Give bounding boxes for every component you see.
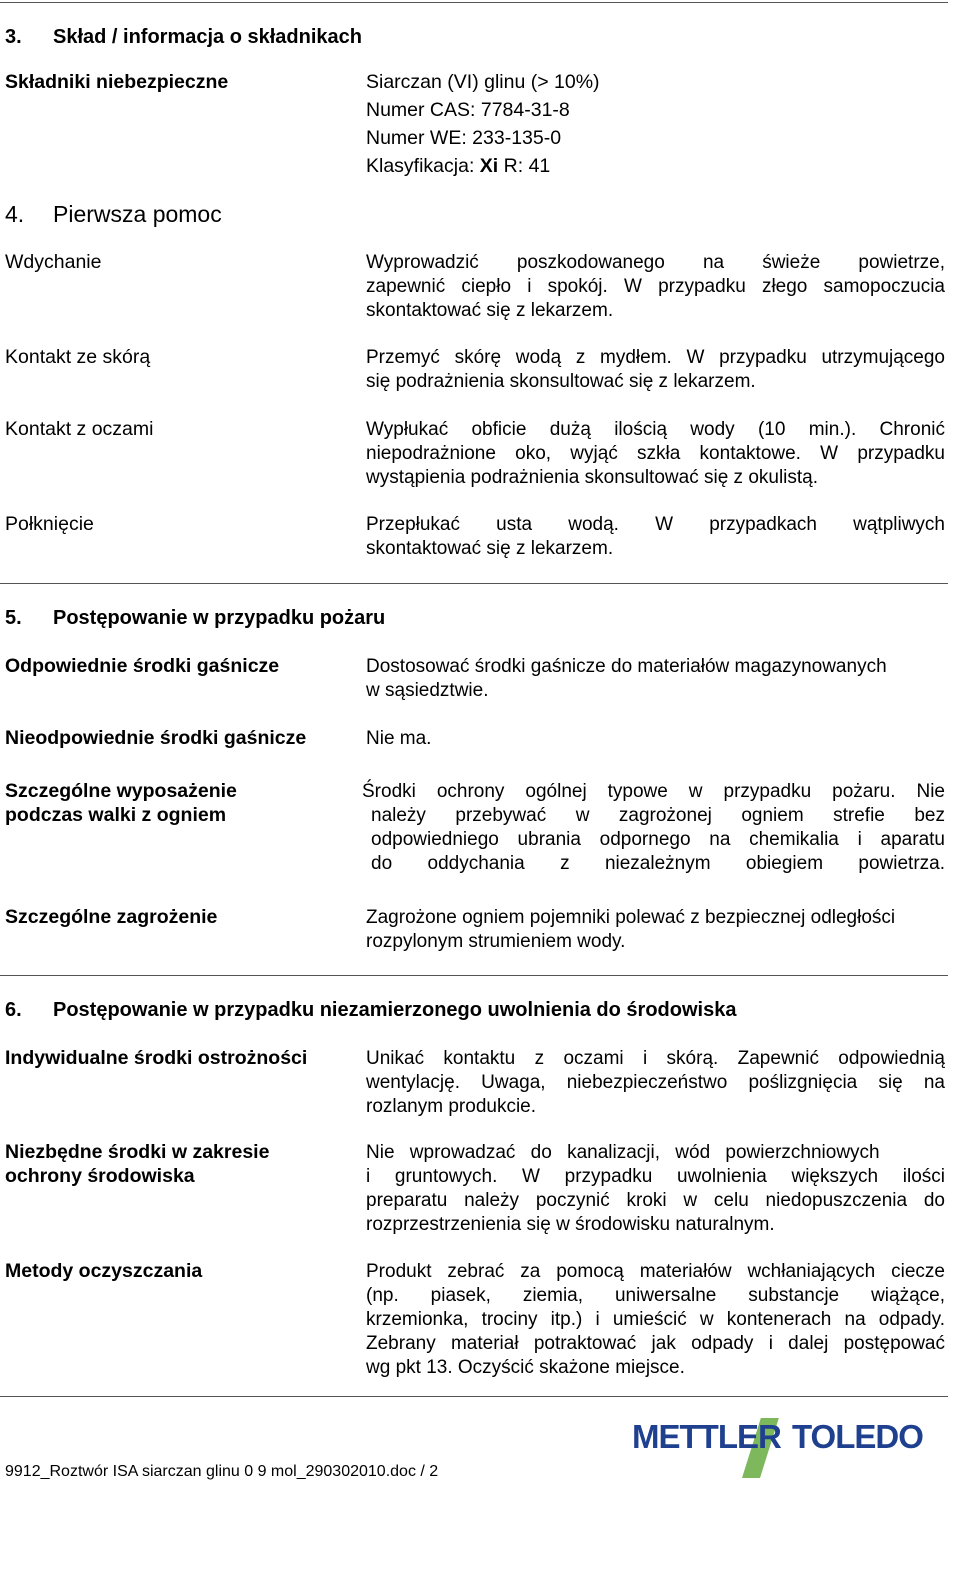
text-line: do oddychania z niezależnym obiegiem powietrza. [371,853,945,874]
fire-label-equipment-2: podczas walki z ogniem [5,804,227,826]
text-line: skontaktować się z lekarzem. [366,300,614,321]
text-line: należy przebywać w zagrożonej ogniem strefie bez [371,805,945,826]
release-label-environment-2: ochrony środowiska [5,1165,195,1187]
fire-text-equipment [362,780,945,876]
text-line: Wypłukać obficie dużą ilością wody (10 min.). Chronić [366,419,945,440]
section-4-heading [5,201,222,228]
cas-number: Numer CAS: 7784-31-8 [366,99,570,121]
text-line: wentylację. Uwaga, niebezpieczeństwo poślizgnięcia się na [366,1072,945,1093]
substance-name: Siarczan (VI) glinu (> 10%) [366,71,600,93]
text-line: Środki ochrony ogólnej typowe w przypadku pożaru. Nie [362,781,945,802]
text-line: wystąpienia podrażnienia skonsultować się z okulistą. [366,467,819,488]
section-number: 3. [5,26,22,48]
text-line: się podrażnienia skonsultować się z lekarzem. [366,371,756,392]
we-number: Numer WE: 233-135-0 [366,127,562,149]
first-aid-text-skin [366,346,945,394]
text-line: Dostosować środki gaśnicze do materiałów magazynowanych [366,656,887,677]
text-line: Przepłukać usta wodą. W przypadkach wątpliwych [366,514,945,535]
text-line: Wyprowadzić poszkodowanego na świeże powietrze, [366,252,945,273]
section-3-heading [5,26,362,49]
fire-text-unsuitable [366,727,945,751]
release-text-cleanup [366,1260,945,1380]
section-number: 6. [5,999,22,1021]
text-line: niepodrażnione oko, wyjąć szkła kontaktowe. W przypadku [366,443,945,464]
release-label-environment-1: Niezbędne środki w zakresie [5,1141,270,1163]
top-divider [0,2,948,3]
footer-divider [0,1396,948,1397]
fire-label-hazard: Szczególne zagrożenie [5,906,218,928]
classification-prefix: Klasyfikacja: [366,155,480,177]
text-line: Unikać kontaktu z oczami i skórą. Zapewnić odpowiednią [366,1048,945,1069]
text-line: rozlanym produkcie. [366,1096,537,1117]
text-line: rozpylonym strumieniem wody. [366,931,626,952]
section-number: 4. [5,201,25,227]
release-text-precautions [366,1047,945,1119]
first-aid-text-inhalation [366,251,945,323]
fire-label-equipment-1: Szczególne wyposażenie [5,780,237,802]
hazardous-ingredients-label: Składniki niebezpieczne [5,71,229,93]
mettler-toledo-logo [632,1418,923,1474]
release-label-precautions: Indywidualne środki ostrożności [5,1047,308,1069]
text-line: krzemionka, trociny itp.) i umieścić w kontenerach na odpady. [366,1309,945,1330]
first-aid-label-eyes: Kontakt z oczami [5,418,154,440]
section-divider [0,975,948,976]
section-5-heading [5,607,385,630]
text-line: zapewnić ciepło i spokój. W przypadku złego samopoczucia [366,276,945,297]
classification [366,155,550,178]
section-number: 5. [5,607,22,629]
section-title: Pierwsza pomoc [53,201,222,227]
first-aid-label-ingestion: Połknięcie [5,513,94,535]
first-aid-label-inhalation: Wdychanie [5,251,102,273]
release-label-cleanup: Metody oczyszczania [5,1260,203,1282]
logo-word-left: METTLER [632,1418,781,1455]
fire-text-hazard [366,906,945,954]
section-title: Skład / informacja o składnikach [53,26,363,48]
fire-label-suitable: Odpowiednie środki gaśnicze [5,655,280,677]
fire-label-unsuitable: Nieodpowiednie środki gaśnicze [5,727,307,749]
fire-text-suitable [366,655,945,703]
text-line: Zebrany materiał potraktować jak odpady i dalej postępować [366,1333,945,1354]
classification-suffix: R: 41 [498,155,551,177]
first-aid-text-ingestion [366,513,945,561]
first-aid-label-skin: Kontakt ze skórą [5,346,151,368]
text-line: Nie ma. [366,728,432,749]
section-divider [0,583,948,584]
text-line: w sąsiedztwie. [366,680,489,701]
section-title: Postępowanie w przypadku niezamierzonego uwolnienia do środowiska [53,999,737,1021]
logo-word-right: TOLEDO [792,1418,923,1455]
text-line: Produkt zebrać za pomocą materiałów wchłaniających ciecze [366,1261,945,1282]
text-line: Nie wprowadzać do kanalizacji, wód powierzchniowych [366,1142,880,1163]
text-line: (np. piasek, ziemia, uniwersalne substancje wiążące, [366,1285,945,1306]
text-line: odpowiedniego ubrania odpornego na chemikalia i aparatu [371,829,945,850]
text-line: wg pkt 13. Oczyścić skażone miejsce. [366,1357,685,1378]
text-line: preparatu należy poczynić kroki w celu niedopuszczenia do [366,1190,945,1211]
footer-filename: 9912_Roztwór ISA siarczan glinu 0 9 mol_290302010.doc / 2 [5,1463,439,1480]
text-line: Zagrożone ogniem pojemniki polewać z bezpiecznej odległości [366,907,896,928]
classification-symbol: Xi [479,155,499,177]
section-6-heading [5,999,736,1022]
text-line: rozprzestrzenienia się w środowisku naturalnym. [366,1214,775,1235]
text-line: skontaktować się z lekarzem. [366,538,614,559]
section-title: Postępowanie w przypadku pożaru [53,607,386,629]
first-aid-text-eyes [366,418,945,490]
release-text-environment [366,1141,945,1237]
text-line: i gruntowych. W przypadku uwolnienia większych ilości [366,1166,945,1187]
text-line: Przemyć skórę wodą z mydłem. W przypadku utrzymującego [366,347,945,368]
